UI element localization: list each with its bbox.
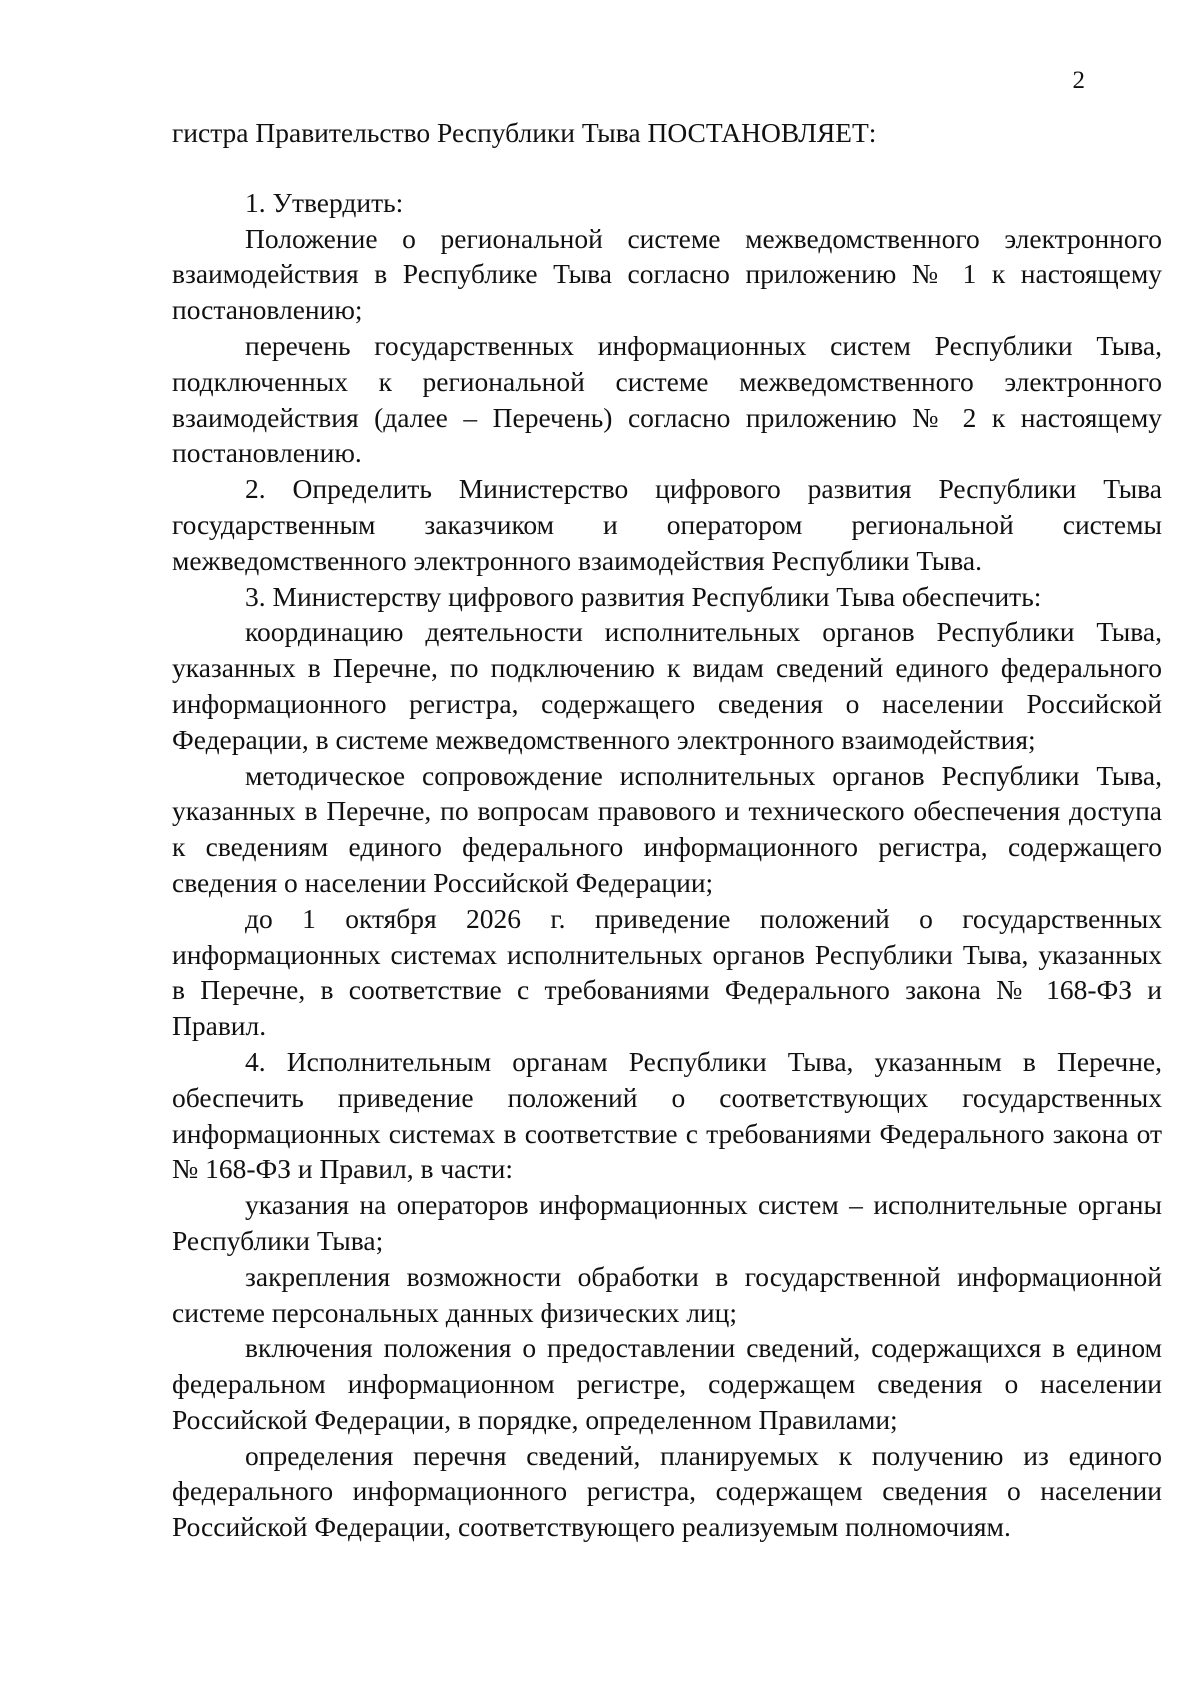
paragraph-intro: гистра Правительство Республики Тыва ПОСТАНОВЛЯЕТ: [172, 117, 877, 148]
paragraph-item-3: 3. Министерству цифрового развития Республики Тыва обеспечить: [245, 580, 1042, 612]
paragraph-methodical-support: методическое сопровождение исполнительных органов Республики Тыва, указанных в Перечне, по вопросам правового и технического обеспечения доступа к сведениям единого федерального информационного регистра, содержащего сведения о населении Российской Федерации; [172, 759, 1162, 898]
document-body [172, 115, 1162, 1545]
paragraph-data-list: определения перечня сведений, планируемых к получению из единого федерального информационного регистра, содержащем сведения о населении Российской Федерации, соответствующего реализуемым полномочиям. [172, 1439, 1162, 1543]
paragraph-provision: включения положения о предоставлении сведений, содержащихся в едином федеральном информационном регистре, содержащем сведения о населении Российской Федерации, в порядке, определенном Правилами; [172, 1332, 1162, 1435]
paragraph-item-2: 2. Определить Министерство цифрового развития Республики Тыва государственным заказчиком и оператором региональной системы межведомственного электронного взаимодействия Республики Тыва. [172, 473, 1162, 576]
paragraph-item-1: 1. Утвердить: [245, 186, 404, 218]
page-number: 2 [1072, 67, 1085, 94]
paragraph-operators: указания на операторов информационных систем – исполнительные органы Республики Тыва; [172, 1189, 1162, 1256]
paragraph-systems-list: перечень государственных информационных систем Республики Тыва, подключенных к региональной системе межведомственного электронного взаимодействия (далее – Перечень) согласно приложению № 2 к настоящему постановлению. [172, 329, 1162, 469]
paragraph-item-4: 4. Исполнительным органам Республики Тыва, указанным в Перечне, обеспечить приведение положений о соответствующих государственных информационных системах в соответствие с требованиями Федерального закона от № 168-ФЗ и Правил, в части: [172, 1045, 1162, 1185]
paragraph-personal-data: закрепления возможности обработки в государственной информационной системе персональных данных физических лиц; [172, 1260, 1162, 1328]
paragraph-coordination: координацию деятельности исполнительных органов Республики Тыва, указанных в Перечне, по подключению к видам сведений единого федерального информационного регистра, содержащего сведения о населении Российской Федерации, в системе межведомственного электронного взаимодействия; [172, 616, 1162, 755]
paragraph-deadline: до 1 октября 2026 г. приведение положений о государственных информационных системах исполнительных органов Республики Тыва, указанных в Перечне, в соответствие с требованиями Федерального закона № 168-ФЗ и Правил. [172, 902, 1162, 1042]
paragraph-regulation: Положение о региональной системе межведомственного электронного взаимодействия в Республике Тыва согласно приложению № 1 к настоящему постановлению; [172, 222, 1162, 326]
